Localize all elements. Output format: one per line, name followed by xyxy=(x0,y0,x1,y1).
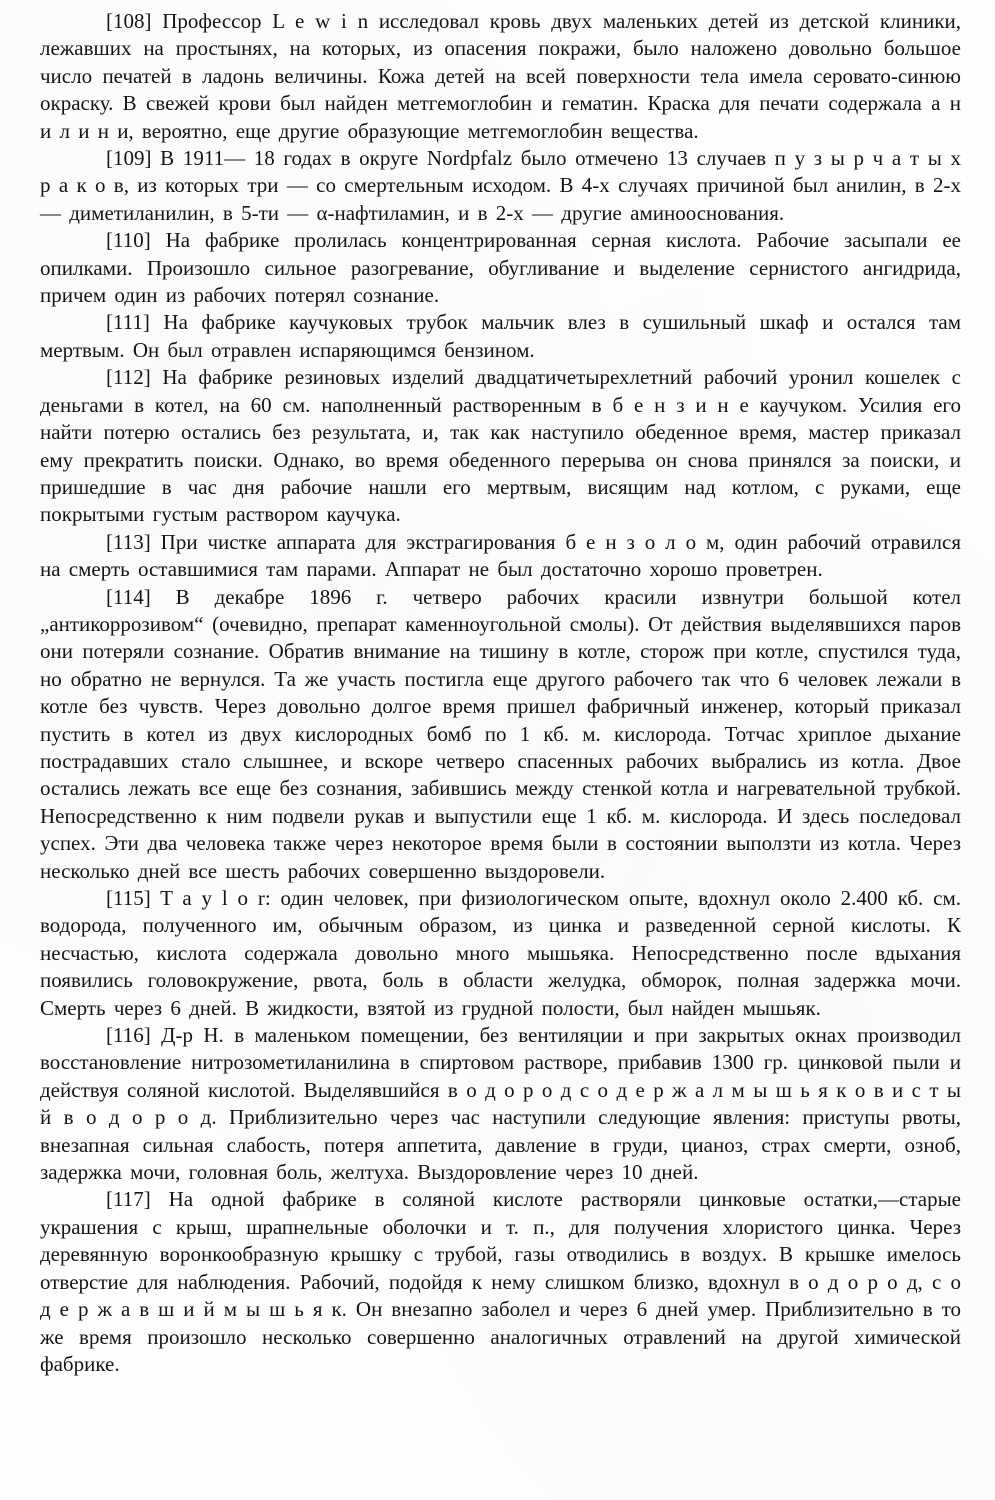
paragraph-115 xyxy=(40,885,961,1022)
paragraph-number: [109] xyxy=(106,146,152,171)
paragraph-text: При чистке аппарата для экстрагирования б е н з о л о м, один рабочий отравился на смерть оставшимися там парами. Аппарат не был достаточно хорошо проветрен. xyxy=(40,529,961,582)
paragraph-114 xyxy=(40,584,961,885)
paragraph-text: Профессор L e w i n исследовал кровь двух маленьких детей из детской клиники, лежавших на простынях, на которых, из опасения покражи, было наложено довольно большое число печатей в ладонь величины. Кожа детей на всей поверхности тела имела серовато-синюю окраску. В свежей крови был найден метгемоглобин и гематин. Краска для печати содержала а н и л и н и, вероятно, еще другие образующие метгемоглобин вещества. xyxy=(40,9,962,143)
paragraph-number: [114] xyxy=(106,584,151,609)
paragraph-text: Д-р Н. в маленьком помещении, без вентиляции и при закрытых окнах производил восстановление нитрозометиланилина в спиртовом растворе, прибавив 1300 гр. цинковой пыли и действуя соляной кислотой. Выделявшийся в о д о р о д с о д е р ж а л м ы ш ь я к о в и с т ы й в о д о р о д. Приблизительно через час наступили следующие явления: приступы рвоты, внезапная сильная слабость, потеря аппетита, давление в груди, цианоз, страх смерти, озноб, задержка мочи, головная боль, желтуха. Выздоровление через 10 дней. xyxy=(40,1023,962,1185)
paragraph-112 xyxy=(40,364,961,528)
paragraph-text: T a y l o r: один человек, при физиологическом опыте, вдохнул около 2.400 кб. см. водорода, полученного им, обычным образом, из цинка и разведенной серной кислоты. К несчастью, кислота содержала довольно много мышьяка. Непосредственно после вдыхания появились головокружение, рвота, боль в области желудка, обморок, полная задержка мочи. Смерть через 6 дней. В жидкости, взятой из грудной полости, был найден мышьяк. xyxy=(40,886,961,1020)
paragraph-number: [110] xyxy=(106,228,151,253)
paragraph-text: На фабрике пролилась концентрированная серная кислота. Рабочие засыпали ее опилками. Произошло сильное разогревание, обугливание и выделение сернистого ангидрида, причем один из рабочих потерял сознание. xyxy=(40,228,961,308)
paragraph-text: В 1911— 18 годах в округе Nordpfalz было отмечено 13 случаев п у з ы р ч а т ы х р а к о в, из которых три — со смертельным исходом. В 4-х случаях причиной был анилин, в 2-х — диметиланилин, в 5-ти — α-нафтиламин, и в 2-х — другие аминооснования. xyxy=(40,146,961,225)
paragraph-number: [111] xyxy=(106,310,150,335)
paragraph-number: [108] xyxy=(106,9,152,33)
paragraph-number: [117] xyxy=(106,1187,151,1212)
paragraph-108 xyxy=(40,8,961,145)
paragraph-number: [116] xyxy=(106,1023,151,1048)
paragraph-text: В декабре 1896 г. четверо рабочих красили извнутри большой котел „антикоррозивом“ (очевидно, препарат каменноугольной смолы). От действия выделявшихся паров они потеряли сознание. Обратив внимание на тишину в котле, сторож при котле, спустился туда, но обратно не вернулся. Та же участь постигла еще другого рабочего так что 6 человек лежали в котле без чувств. Через довольно долгое время пришел фабричный инженер, который приказал пустить в котел из двух кислородных бомб по 1 кб. м. кислорода. Тотчас хриплое дыхание пострадавших стало слышнее, и вскоре четверо спасенных рабочих выбрались из котла. Двое остались лежать все еще без сознания, забившись между стенкой котла и нагревательной трубкой. Непосредственно к ним подвели рукав и выпустили еще 1 кб. м. кислорода. И здесь последовал успех. Эти два человека также через некоторое время были в состоянии выползти из котла. Через несколько дней все шесть рабочих совершенно выздоровели. xyxy=(40,584,962,883)
paragraph-text: На фабрике резиновых изделий двадцатичетырехлетний рабочий уронил кошелек с деньгами в котел, на 60 см. наполненный растворенным в б е н з и н е каучуком. Усилия его найти потерю остались без результата, и, так как наступило обеденное время, мастер приказал ему прекратить поиски. Однако, во время обеденного перерыва он снова принялся за поиски, и пришедшие в час дня рабочие нашли его мертвым, висящим над котлом, с руками, еще покрытыми густым раствором каучука. xyxy=(40,365,962,527)
paragraph-113 xyxy=(40,529,961,584)
paragraph-110 xyxy=(40,227,961,309)
paragraph-number: [112] xyxy=(106,365,151,390)
paragraph-text: На одной фабрике в соляной кислоте растворяли цинковые остатки,—старые украшения с крыш, шрапнельные оболочки и т. п., для получения хлористого цинка. Через деревянную воронкообразную крышку с трубой, газы отводились в воздух. В крышке имелось отверстие для наблюдения. Рабочий, подойдя к нему слишком близко, вдохнул в о д о р о д, с о д е р ж а в ш и й м ы ш ь я к. Он внезапно заболел и через 6 дней умер. Приблизительно в то же время произошло несколько совершенно аналогичных отравлений на другой химической фабрике. xyxy=(40,1187,962,1376)
paragraph-117 xyxy=(40,1186,961,1378)
paragraph-number: [115] xyxy=(106,886,151,910)
paragraph-109 xyxy=(40,145,961,227)
paragraph-116 xyxy=(40,1022,961,1186)
paragraph-number: [113] xyxy=(106,529,151,554)
paragraph-111 xyxy=(40,309,961,364)
paragraph-text: На фабрике каучуковых трубок мальчик влез в сушильный шкаф и остался там мертвым. Он был отравлен испаряющимся бензином. xyxy=(40,310,962,362)
